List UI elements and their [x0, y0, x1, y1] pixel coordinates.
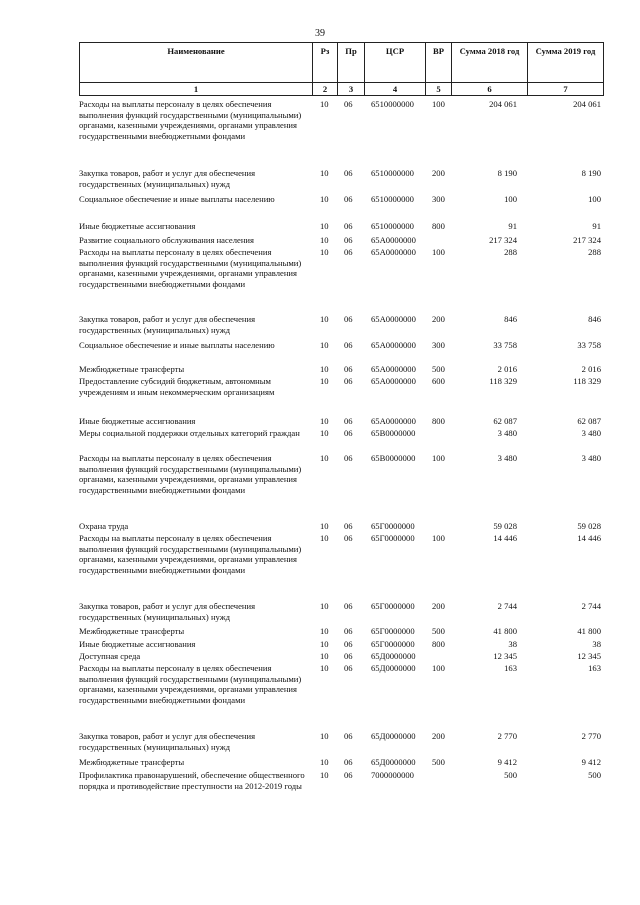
- row-sum-2018: 204 061: [489, 99, 517, 109]
- table-row: [79, 221, 603, 235]
- row-csr: 65В0000000: [371, 428, 416, 438]
- row-name: Закупка товаров, работ и услуг для обеспечения государственных (муниципальных) нужд: [79, 314, 256, 335]
- row-sum-2018: 2 770: [497, 731, 517, 741]
- row-name: Иные бюджетные ассигнования: [79, 416, 196, 426]
- row-sum-2018: 163: [504, 663, 517, 673]
- row-sum-2018: 38: [508, 639, 517, 649]
- row-sum-2019: 59 028: [577, 521, 601, 531]
- row-pr: 06: [344, 770, 353, 780]
- row-name: Развитие социального обслуживания населения: [79, 235, 254, 245]
- row-rz: 10: [320, 428, 329, 438]
- row-rz: 10: [320, 651, 329, 661]
- row-sum-2019: 846: [588, 314, 601, 324]
- header-number: 6: [452, 83, 528, 96]
- row-pr: 06: [344, 221, 353, 231]
- row-pr: 06: [344, 651, 353, 661]
- row-rz: 10: [320, 194, 329, 204]
- row-sum-2019: 100: [588, 194, 601, 204]
- header-sum-2018: Сумма 2018 год: [452, 43, 528, 83]
- row-sum-2019: 163: [588, 663, 601, 673]
- table-row: [79, 376, 603, 416]
- row-vr: 200: [432, 314, 445, 324]
- row-sum-2018: 33 758: [493, 340, 517, 350]
- row-sum-2018: 500: [504, 770, 517, 780]
- table-row: [79, 247, 603, 314]
- row-vr: 200: [432, 168, 445, 178]
- header-number: 7: [528, 83, 604, 96]
- row-vr: 100: [432, 247, 445, 257]
- row-csr: 65Г0000000: [371, 639, 415, 649]
- row-vr: 100: [432, 453, 445, 463]
- row-vr: 600: [432, 376, 445, 386]
- row-sum-2019: 3 480: [581, 453, 601, 463]
- header-vr: ВР: [426, 43, 452, 83]
- row-rz: 10: [320, 168, 329, 178]
- row-sum-2019: 33 758: [577, 340, 601, 350]
- row-sum-2019: 12 345: [577, 651, 601, 661]
- row-csr: 7000000000: [371, 770, 414, 780]
- row-pr: 06: [344, 639, 353, 649]
- header-rz: Рз: [313, 43, 338, 83]
- row-csr: 6510000000: [371, 194, 414, 204]
- row-vr: 300: [432, 194, 445, 204]
- row-csr: 65А0000000: [371, 340, 416, 350]
- row-pr: 06: [344, 247, 353, 257]
- row-name: Межбюджетные трансферты: [79, 626, 185, 636]
- header-number: 1: [80, 83, 313, 96]
- row-csr: 65А0000000: [371, 247, 416, 257]
- row-name: Охрана труда: [79, 521, 129, 531]
- row-sum-2018: 846: [504, 314, 517, 324]
- row-vr: 800: [432, 221, 445, 231]
- header-sum-2019: Сумма 2019 год: [528, 43, 604, 83]
- row-csr: 65А0000000: [371, 376, 416, 386]
- row-csr: 65А0000000: [371, 314, 416, 324]
- row-sum-2019: 2 744: [581, 601, 601, 611]
- row-vr: 100: [432, 533, 445, 543]
- row-csr: 65Д0000000: [371, 731, 416, 741]
- table-row: [79, 194, 603, 221]
- row-name: Социальное обеспечение и иные выплаты населению: [79, 340, 275, 350]
- row-name: Закупка товаров, работ и услуг для обеспечения государственных (муниципальных) нужд: [79, 601, 256, 622]
- row-sum-2019: 41 800: [577, 626, 601, 636]
- row-pr: 06: [344, 428, 353, 438]
- row-name: Расходы на выплаты персоналу в целях обеспечения выполнения функций государственными (муниципальными) органами, казенными учреждениями, органами управления государственными внебюджетными фондами: [79, 453, 302, 495]
- table-row: [79, 521, 603, 533]
- row-name: Расходы на выплаты персоналу в целях обеспечения выполнения функций государственными (муниципальными) органами, казенными учреждениями, органами управления государственными внебюджетными фондами: [79, 247, 302, 289]
- row-sum-2018: 12 345: [493, 651, 517, 661]
- row-pr: 06: [344, 168, 353, 178]
- row-pr: 06: [344, 453, 353, 463]
- row-rz: 10: [320, 770, 329, 780]
- table-row: [79, 663, 603, 731]
- row-sum-2018: 8 190: [497, 168, 517, 178]
- row-csr: 65А0000000: [371, 364, 416, 374]
- table-row: [79, 99, 603, 168]
- row-pr: 06: [344, 601, 353, 611]
- row-name: Расходы на выплаты персоналу в целях обеспечения выполнения функций государственными (муниципальными) органами, казенными учреждениями, органами управления государственными внебюджетными фондами: [79, 533, 302, 575]
- header-number: 2: [313, 83, 338, 96]
- row-vr: 800: [432, 639, 445, 649]
- row-sum-2018: 3 480: [497, 453, 517, 463]
- row-rz: 10: [320, 757, 329, 767]
- row-rz: 10: [320, 626, 329, 636]
- row-pr: 06: [344, 314, 353, 324]
- header-number: 5: [426, 83, 452, 96]
- row-sum-2019: 2 770: [581, 731, 601, 741]
- row-name: Расходы на выплаты персоналу в целях обеспечения выполнения функций государственными (муниципальными) органами, казенными учреждениями, органами управления государственными внебюджетными фондами: [79, 99, 302, 141]
- row-sum-2019: 500: [588, 770, 601, 780]
- row-rz: 10: [320, 731, 329, 741]
- header-pr: Пр: [338, 43, 365, 83]
- row-sum-2018: 288: [504, 247, 517, 257]
- row-pr: 06: [344, 757, 353, 767]
- header-name: Наименование: [80, 43, 313, 83]
- row-pr: 06: [344, 99, 353, 109]
- row-csr: 65А0000000: [371, 416, 416, 426]
- row-rz: 10: [320, 221, 329, 231]
- table-row: [79, 235, 603, 247]
- row-rz: 10: [320, 235, 329, 245]
- row-sum-2019: 8 190: [581, 168, 601, 178]
- row-vr: 200: [432, 601, 445, 611]
- row-vr: 200: [432, 731, 445, 741]
- table-body: [79, 99, 603, 810]
- table-row: [79, 453, 603, 521]
- row-csr: 6510000000: [371, 168, 414, 178]
- row-sum-2018: 2 016: [497, 364, 517, 374]
- row-pr: 06: [344, 533, 353, 543]
- row-rz: 10: [320, 639, 329, 649]
- row-sum-2019: 62 087: [577, 416, 601, 426]
- row-name: Закупка товаров, работ и услуг для обеспечения государственных (муниципальных) нужд: [79, 731, 256, 752]
- row-csr: 65Г0000000: [371, 533, 415, 543]
- table-row: [79, 731, 603, 757]
- row-name: Меры социальной поддержки отдельных категорий граждан: [79, 428, 300, 438]
- row-rz: 10: [320, 663, 329, 673]
- row-vr: 100: [432, 663, 445, 673]
- table-row: [79, 757, 603, 770]
- row-pr: 06: [344, 340, 353, 350]
- row-csr: 65Г0000000: [371, 626, 415, 636]
- table-row: [79, 314, 603, 340]
- row-name: Иные бюджетные ассигнования: [79, 639, 196, 649]
- row-vr: 800: [432, 416, 445, 426]
- row-vr: 500: [432, 364, 445, 374]
- row-rz: 10: [320, 601, 329, 611]
- row-sum-2019: 2 016: [581, 364, 601, 374]
- table-header: [79, 42, 604, 96]
- header-number: 3: [338, 83, 365, 96]
- row-sum-2018: 62 087: [493, 416, 517, 426]
- row-csr: 6510000000: [371, 99, 414, 109]
- row-sum-2018: 41 800: [493, 626, 517, 636]
- row-sum-2019: 9 412: [581, 757, 601, 767]
- row-rz: 10: [320, 247, 329, 257]
- table-row: [79, 601, 603, 626]
- table-row: [79, 651, 603, 663]
- table-row: [79, 364, 603, 376]
- row-sum-2019: 14 446: [577, 533, 601, 543]
- row-csr: 65Д0000000: [371, 757, 416, 767]
- row-sum-2019: 217 324: [573, 235, 601, 245]
- row-name: Доступная среда: [79, 651, 141, 661]
- row-sum-2019: 204 061: [573, 99, 601, 109]
- row-sum-2018: 100: [504, 194, 517, 204]
- row-csr: 65В0000000: [371, 453, 416, 463]
- row-rz: 10: [320, 376, 329, 386]
- row-sum-2018: 3 480: [497, 428, 517, 438]
- row-name: Предоставление субсидий бюджетным, автономным учреждениям и иным некоммерческим организациям: [79, 376, 275, 397]
- row-pr: 06: [344, 376, 353, 386]
- row-name: Межбюджетные трансферты: [79, 757, 185, 767]
- row-csr: 65Д0000000: [371, 663, 416, 673]
- table-row: [79, 770, 603, 810]
- row-sum-2018: 9 412: [497, 757, 517, 767]
- row-name: Расходы на выплаты персоналу в целях обеспечения выполнения функций государственными (муниципальными) органами, казенными учреждениями, органами управления государственными внебюджетными фондами: [79, 663, 302, 705]
- table-row: [79, 428, 603, 453]
- row-csr: 65Г0000000: [371, 601, 415, 611]
- table-row: [79, 416, 603, 428]
- row-pr: 06: [344, 663, 353, 673]
- header-csr: ЦСР: [365, 43, 426, 83]
- table-row: [79, 639, 603, 651]
- row-vr: 500: [432, 626, 445, 636]
- row-vr: 300: [432, 340, 445, 350]
- row-sum-2018: 91: [508, 221, 517, 231]
- row-sum-2019: 38: [592, 639, 601, 649]
- table-row: [79, 626, 603, 639]
- page-number: 39: [315, 28, 325, 39]
- row-csr: 65Г0000000: [371, 521, 415, 531]
- row-pr: 06: [344, 364, 353, 374]
- row-sum-2018: 118 329: [489, 376, 517, 386]
- row-name: Межбюджетные трансферты: [79, 364, 185, 374]
- row-pr: 06: [344, 626, 353, 636]
- row-pr: 06: [344, 235, 353, 245]
- row-sum-2018: 2 744: [497, 601, 517, 611]
- header-number: 4: [365, 83, 426, 96]
- row-rz: 10: [320, 521, 329, 531]
- row-pr: 06: [344, 521, 353, 531]
- row-sum-2019: 3 480: [581, 428, 601, 438]
- row-pr: 06: [344, 194, 353, 204]
- row-sum-2019: 118 329: [573, 376, 601, 386]
- row-name: Профилактика правонарушений, обеспечение общественного порядка и противодействие преступности на 2012-2019 годы: [79, 770, 305, 791]
- row-sum-2019: 288: [588, 247, 601, 257]
- row-sum-2018: 14 446: [493, 533, 517, 543]
- row-pr: 06: [344, 416, 353, 426]
- row-rz: 10: [320, 416, 329, 426]
- row-rz: 10: [320, 453, 329, 463]
- table-row: [79, 168, 603, 194]
- row-sum-2019: 91: [592, 221, 601, 231]
- row-rz: 10: [320, 340, 329, 350]
- row-csr: 6510000000: [371, 221, 414, 231]
- row-name: Закупка товаров, работ и услуг для обеспечения государственных (муниципальных) нужд: [79, 168, 256, 189]
- row-vr: 500: [432, 757, 445, 767]
- row-rz: 10: [320, 314, 329, 324]
- row-rz: 10: [320, 533, 329, 543]
- row-name: Социальное обеспечение и иные выплаты населению: [79, 194, 275, 204]
- row-pr: 06: [344, 731, 353, 741]
- row-sum-2018: 217 324: [489, 235, 517, 245]
- row-vr: 100: [432, 99, 445, 109]
- row-csr: 65Д0000000: [371, 651, 416, 661]
- row-rz: 10: [320, 99, 329, 109]
- table-row: [79, 340, 603, 364]
- row-csr: 65А0000000: [371, 235, 416, 245]
- row-sum-2018: 59 028: [493, 521, 517, 531]
- row-rz: 10: [320, 364, 329, 374]
- row-name: Иные бюджетные ассигнования: [79, 221, 196, 231]
- table-row: [79, 533, 603, 601]
